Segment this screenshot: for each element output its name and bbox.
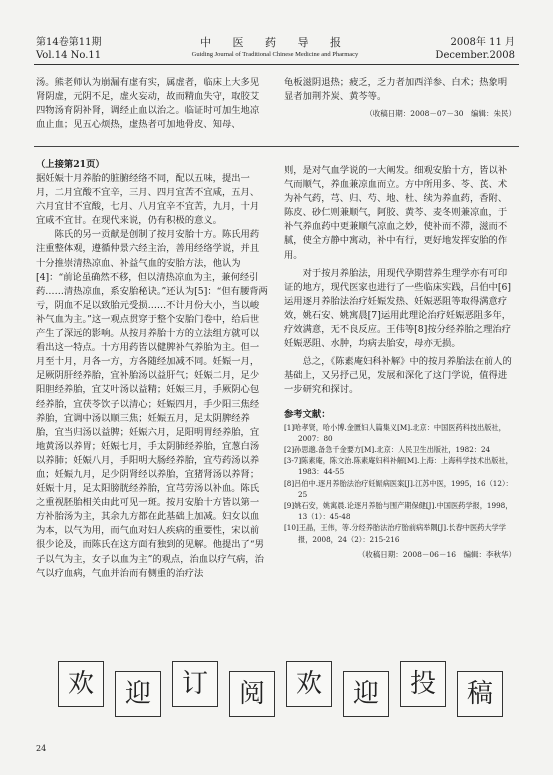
issue-info [36,36,101,62]
reference-item: [9]姚石安，姚寓晨.论逐月养胎与围产期保健[J].中国医药学报，1998，13（1）：45-48 [284,501,513,522]
body-left-para: 据妊娠十月养胎的脏腑经络不同，配以五味，提出一月，二月宜酸不宜辛，三月、四月宜苦不宜咸，五月、六月宜甘不宜酸，七月、八月宜辛不宜苦，九月，十月宜咸不宜甘。在现代来说，仍有积极的意义。 [36,173,260,227]
issue-en: Vol.14 No.11 [36,50,102,61]
reference-item: [8]吕伯中.逐月养胎法治疗妊娠病医案[J].江苏中医，1995，16（12）：25 [284,478,513,499]
issue-date [435,36,515,62]
page-header [0,34,553,66]
banner-char: 稿 [457,671,503,717]
body-right-column [284,164,516,652]
top-left-text: 汤。熊老师认为崩漏有虚有实，属虚者，临床上大多见肾阴虚，元阴不足，虚火妄动，故而精血失守，取胶艾四物汤育阴补肾，调经止血以治之。临证时可加生地凉血止血；见五心烦热，虚热者可加地骨皮、知母、 [36,77,260,131]
reference-item: [1]哈孝贤，哈小博.金匮妇人篇集义[M].北京：中国医药科技出版社，2007：80 [284,422,506,443]
body-right-para: 总之，《陈素庵妇科补解》中的按月养胎法在前人的基础上，又另抒己见，发展和深化了这门学说，值得进一步研究和探讨。 [284,356,512,396]
banner-char: 欢 [58,661,104,707]
receipt-date: （收稿日期：2008－06－16 编辑：李秋华） [357,549,516,559]
banner-char: 迎 [115,671,161,717]
journal-title-en: Guiding Journal of Traditional Chinese Medicine and Pharmacy [191,51,359,58]
banner-char: 订 [172,661,218,707]
journal-title [150,36,400,60]
journal-title-cn: 中 医 药 导 报 [200,36,350,49]
banner-char: 迎 [343,671,389,717]
top-right-text: 龟板滋阴退热；疲乏，乏力者加西洋参、白术；热象明显者加荆芥炭、黄芩等。 [284,77,508,103]
banner-char: 阅 [229,671,275,717]
body-right-para: 则，是对气血学说的一大阐发。细观安胎十方，皆以补气而顺气，养血兼凉血而立。方中所用多、苓、芪、术为补气药，芎、归、芍、地、杜、续为养血药，香附、陈皮、砂仁则兼顺气，阿胶、黄芩、麦冬则兼凉血，于补气养血药中更兼顺气凉血之妙，使补而不滞，滋而不腻，使全方静中寓动，补中有行，更好地发挥安胎的作用。 [284,165,508,261]
body-left-column [36,172,268,652]
header-rule [34,64,519,65]
issue-cn: 第14卷第11期 [36,37,102,48]
continued-from-label: （上接第21页） [36,159,105,170]
banner-char: 投 [400,661,446,707]
date-cn: 2008年 11 月 [450,37,515,48]
subscription-banner [58,661,502,717]
references-list [284,422,516,545]
body-right-para: 对于按月养胎法，用现代孕期营养生理学亦有可印证的地方，现代医家也进行了一些临床实践，吕伯中[6]运用逐月养胎法治疗妊娠发热、妊娠恶阻等取得满意疗效，姚石安、姚寓晨[7]运用此理论治疗妊娠恶阻多年，疗效满意，无不良反应。王伟等[8]按分经养胎之理治疗妊娠恶阻、水肿，均病去胎安，母亦无损。 [284,267,511,350]
top-left-column [36,76,268,142]
section-divider [34,146,519,147]
reference-item: [2]孙思邈.备急千金要方[M].北京：人民卫生出版社，1982：24 [284,445,491,454]
page-number: 24 [36,744,47,753]
references-title: 参考文献： [284,408,331,420]
top-receipt-date: （收稿日期：2008－07－30 编辑：朱民） [365,109,516,119]
banner-char: 欢 [286,661,332,707]
reference-item: [10]王晶，王伟，等.分经养胎法治疗胎前病举隅[J].长春中医药大学学报，2008，24（2）：215-216 [284,523,506,544]
body-left-para: 陈氏的另一贡献是创制了按月安胎十方。陈氏用药注重整体观，遵循仲景六经主治，善用经络学说，并且十分推崇清热凉血、补益气血的安胎方法，他认为[4]：“前论虽确然不移，但以清热凉血为主，兼何经引药……清热凉血，系安胎秘诀。”还认为[5]：“但有腰背两亏，阴血不足以致胎元受损……不计月份大小，当以峻补气血为主。”这一观点贯穿于整个安胎门卷中，给后世产生了深远的影响。从按月养胎十方的立法组方就可以看出这一特点。十方用药皆以健脾补气养胎为主。但一月至十月，月各一方，方各随经加减不同。妊娠一月，足厥阴肝经养胎，宜补胎汤以益肝气；妊娠二月，足少阳胆经养胎，宜艾叶汤以益精；妊娠三月，手厥阴心包经养胎，宜茯苓饮子以清心；妊娠四月，手少阳三焦经养胎，宜调中汤以顺三焦；妊娠五月，足太阴脾经养胎，宜当归汤以益脾；妊娠六月，足阳明胃经养胎，宜地黄汤以养胃；妊娠七月，手太阴肺经养胎，宜葱白汤以养肺；妊娠八月，手阳明大肠经养胎，宜芍药汤以养血；妊娠九月，足少阴肾经以养胎，宜猪肾汤以养肾；妊娠十月，足太阳膀胱经养胎，宜芎劳汤以补血。陈氏之重视胚胎相关由此可见一斑。按月安胎十方皆以第一方补胎汤为主，其余九方都在此基础上加减。妇女以血为本，以气为用，而气血对妇人疾病的重要性，宋以前很少论及，而陈氏在这方面有独到的见解。他提出了“男子以气为主，女子以血为主”的观点，治血以疗气病，治气以疗血病，气血并治而有侧重的治疗法 [36,229,268,579]
reference-item: [3-7]陈素庵，陈文治.陈素庵妇科补解[M].上海：上海科学技术出版社，1983：44-55 [284,456,513,477]
date-en: December.2008 [435,50,515,61]
top-right-column [284,76,516,142]
